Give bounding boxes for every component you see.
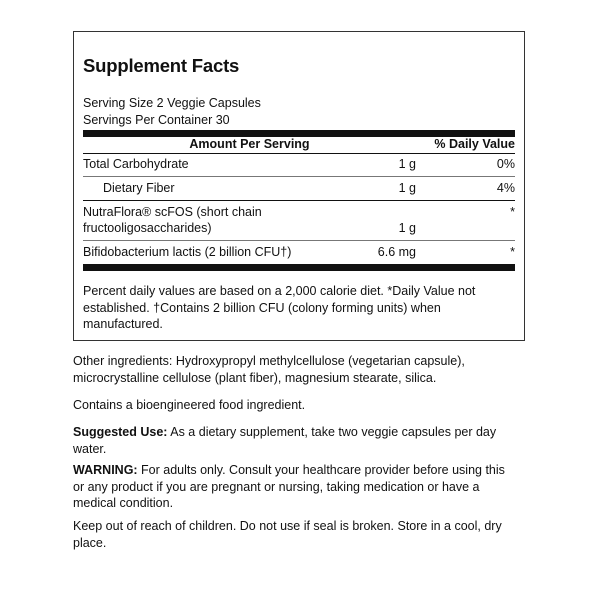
nutrient-amount: 1 g: [398, 181, 416, 195]
serving-size: Serving Size 2 Veggie Capsules: [83, 96, 261, 110]
storage-text: place.: [73, 535, 107, 550]
row-divider: [83, 240, 515, 241]
suggested-use-text: water.: [73, 441, 107, 456]
amount-per-serving-header: Amount Per Serving: [189, 137, 310, 151]
footer-divider-bar: [83, 264, 515, 271]
nutrient-name: NutraFlora® scFOS (short chain: [83, 205, 262, 219]
nutrient-name: Bifidobacterium lactis (2 billion CFU†): [83, 245, 292, 259]
footnote-line: Percent daily values are based on a 2,000 calorie diet. *Daily Value not: [83, 284, 476, 298]
nutrient-name: Dietary Fiber: [103, 181, 175, 195]
header-divider-bar: [83, 130, 515, 137]
warning: [73, 462, 533, 512]
storage-text: Keep out of reach of children. Do not use if seal is broken. Store in a cool, dry: [73, 519, 502, 533]
nutrient-dv: *: [510, 245, 515, 259]
warning-text: medical condition.: [73, 496, 174, 510]
warning-text: or any product if you are pregnant or nursing, taking medication or have a: [73, 479, 480, 494]
facts-footnote: [83, 283, 513, 333]
bioengineered-notice: Contains a bioengineered food ingredient.: [73, 398, 306, 412]
warning-label: WARNING:: [73, 463, 138, 477]
nutrient-dv: 4%: [496, 181, 515, 195]
footnote-line: manufactured.: [83, 317, 163, 331]
nutrient-dv: 0%: [496, 157, 515, 171]
nutrient-dv: *: [510, 205, 515, 219]
nutrient-amount: 6.6 mg: [377, 245, 416, 259]
other-ingredients: [73, 353, 533, 386]
servings-per-container: Servings Per Container 30: [83, 113, 230, 127]
nutrient-name-continued: fructooligosaccharides): [83, 221, 212, 235]
storage-instructions: [73, 518, 533, 551]
warning-text: For adults only. Consult your healthcare provider before using this: [137, 463, 505, 477]
nutrient-amount: 1 g: [398, 157, 416, 171]
other-ingredients-line: Other ingredients: Hydroxypropyl methylcellulose (vegetarian capsule),: [73, 354, 465, 368]
row-divider: [83, 176, 515, 177]
other-ingredients-line: microcrystalline cellulose (plant fiber), magnesium stearate, silica.: [73, 370, 437, 385]
suggested-use-text: As a dietary supplement, take two veggie capsules per day: [167, 425, 497, 439]
daily-value-header: % Daily Value: [434, 137, 515, 151]
nutrient-amount: 1 g: [398, 221, 416, 235]
suggested-use: [73, 424, 533, 457]
nutrient-name: Total Carbohydrate: [83, 157, 189, 171]
footnote-line: established. †Contains 2 billion CFU (colony forming units) when: [83, 300, 441, 315]
facts-title: Supplement Facts: [83, 55, 240, 76]
supplement-facts-panel: [73, 31, 525, 341]
suggested-use-label: Suggested Use:: [73, 425, 168, 439]
row-divider: [83, 200, 515, 201]
header-underline: [83, 153, 515, 154]
